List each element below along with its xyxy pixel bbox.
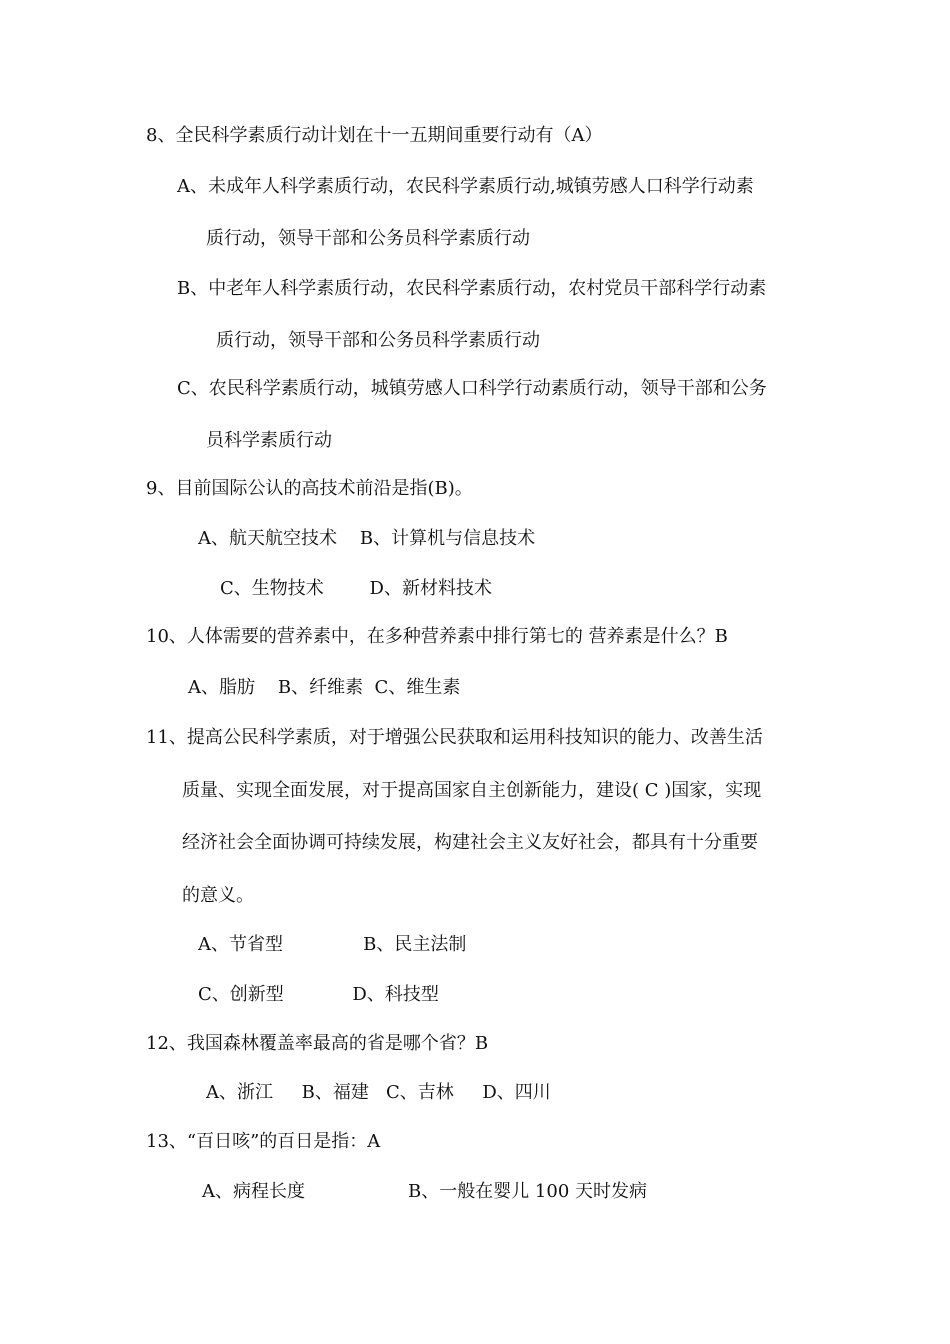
question-9-stem: 9、目前国际公认的高技术前沿是指(B)。 bbox=[146, 478, 473, 499]
question-12-options: A、浙江 B、福建 C、吉林 D、四川 bbox=[206, 1082, 551, 1103]
question-8-option-a-cont: 质行动，领导干部和公务员科学素质行动 bbox=[206, 228, 530, 249]
question-9-options-row-1: A、航天航空技术 B、计算机与信息技术 bbox=[198, 528, 536, 549]
question-8-option-a: A、未成年人科学素质行动，农民科学素质行动,城镇劳感人口科学行动素 bbox=[177, 176, 754, 197]
question-11-stem-cont-1: 质量、实现全面发展，对于提高国家自主创新能力，建设( C )国家，实现 bbox=[182, 780, 762, 801]
question-8-option-b-cont: 质行动，领导干部和公务员科学素质行动 bbox=[216, 330, 540, 351]
question-10-stem: 10、人体需要的营养素中，在多种营养素中排行第七的 营养素是什么？B bbox=[146, 626, 728, 647]
question-8-option-b: B、中老年人科学素质行动，农民科学素质行动，农村党员干部科学行动素 bbox=[177, 278, 767, 299]
question-11-stem-cont-3: 的意义。 bbox=[182, 885, 254, 906]
question-13-stem: 13、“百日咳”的百日是指：A bbox=[146, 1131, 381, 1152]
question-8-option-c: C、农民科学素质行动，城镇劳感人口科学行动素质行动，领导干部和公务 bbox=[177, 378, 767, 399]
question-9-options-row-2: C、生物技术 D、新材料技术 bbox=[220, 578, 492, 599]
question-10-options: A、脂肪 B、纤维素 C、维生素 bbox=[188, 677, 461, 698]
question-12-stem: 12、我国森林覆盖率最高的省是哪个省？B bbox=[146, 1033, 489, 1054]
question-11-stem-cont-2: 经济社会全面协调可持续发展，构建社会主义友好社会，都具有十分重要 bbox=[182, 832, 758, 853]
question-11-options-row-2: C、创新型 D、科技型 bbox=[198, 984, 439, 1005]
question-13-options: A、病程长度 B、一般在婴儿 100 天时发病 bbox=[202, 1181, 648, 1202]
question-8-option-c-cont: 员科学素质行动 bbox=[206, 430, 332, 451]
question-11-stem: 11、提高公民科学素质，对于增强公民获取和运用科技知识的能力、改善生活 bbox=[146, 727, 763, 748]
question-11-options-row-1: A、节省型 B、民主法制 bbox=[198, 934, 467, 955]
question-8-stem: 8、全民科学素质行动计划在十一五期间重要行动有（A） bbox=[146, 125, 603, 146]
